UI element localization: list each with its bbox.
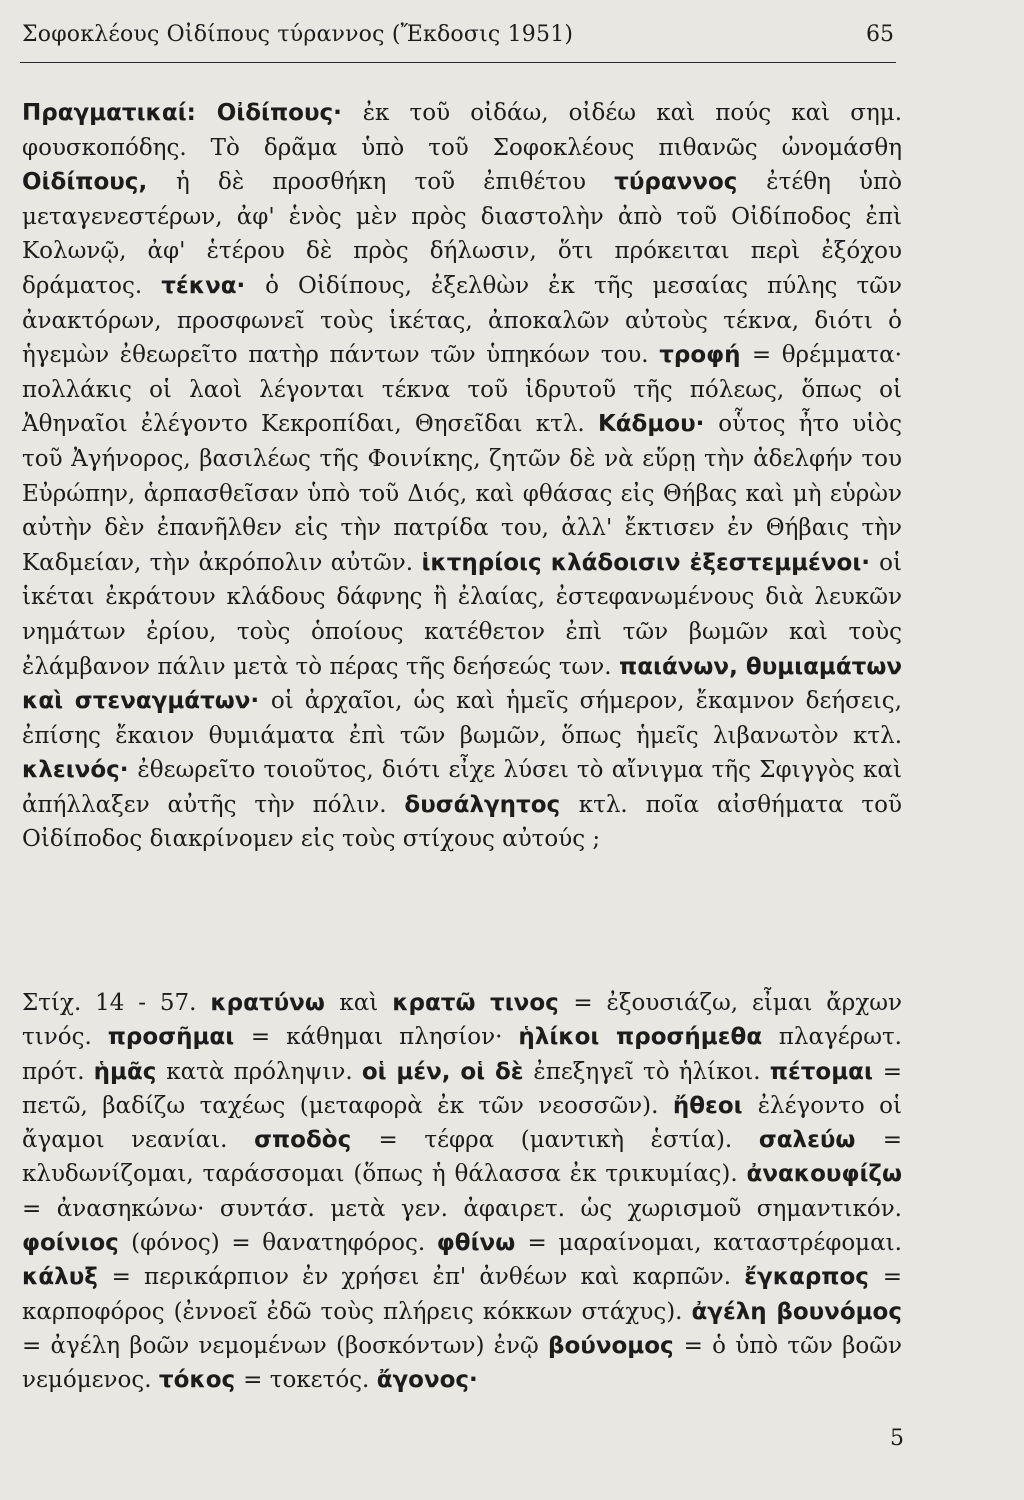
gloss-text: = ἀνασηκώνω· συντάσ. μετὰ γεν. ἀφαιρετ. ὡς χωρισμοῦ σημαντικόν. [22, 1195, 902, 1222]
gloss-text: = ἐξουσιάζω, εἶμαι ἄρχων τινός. [22, 990, 902, 1051]
lemma-term: ἡμᾶς [93, 1058, 167, 1085]
gloss-text: Στίχ. 14 - 57. [22, 990, 211, 1016]
lemma-term: τέκνα· [161, 272, 266, 299]
gloss-text: = πετῶ, βαδίζω ταχέως (μεταφορὰ ἐκ τῶν νεοσσῶν). [22, 1058, 903, 1119]
gloss-text: ὁ Οἰδίπους, ἐξελθὼν ἐκ τῆς μεσαίας πύλης τῶν ἀνακτόρων, προσφωνεῖ τοὺς ἱκέτας, ἀποκαλῶν αὐτοὺς τέκνα, διότι ὁ ἡγεμὼν ἐθεωρεῖτο πατὴρ πάντων τῶν ὑπηκόων του. [22, 272, 902, 369]
gloss-text: ἡ δὲ προσθήκη τοῦ ἐπιθέτου [176, 169, 615, 196]
gloss-text: κτλ. ποῖα αἰσθήματα τοῦ Οἰδίποδος διακρίνομεν εἰς τοὺς στίχους αὐτούς ; [22, 791, 902, 853]
gloss-text: ἐπεξηγεῖ τὸ ἡλίκοι. [533, 1058, 770, 1085]
lemma-term: δυσάλγητος [404, 791, 579, 818]
gloss-text: ἐλέγοντο οἱ ἄγαμοι νεανίαι. [22, 1092, 902, 1154]
header-rule [20, 62, 896, 63]
lemma-term: τύραννος [614, 169, 767, 196]
gloss-text: ἐθεωρεῖτο τοιοῦτος, διότι εἶχε λύσει τὸ αἴνιγμα τῆς Σφιγγὸς καὶ ἀπήλλαξεν αὐτῆς τὴν πόλιν. [22, 757, 902, 818]
lemma-term: φθίνω [436, 1230, 528, 1257]
gloss-text: κατὰ πρόληψιν. [166, 1058, 362, 1085]
lemma-term: ἡλίκοι προσήμεθα [518, 1024, 779, 1051]
lemma-term: κλεινός· [22, 757, 138, 784]
lemma-term: κρατῶ τινος [392, 990, 574, 1016]
lemma-term: ἀνακουφίζω [746, 1161, 902, 1188]
gloss-text: = τοκετός. [243, 1367, 377, 1394]
paragraph-text [22, 986, 902, 1398]
gloss-text: = τέφρα (μαντικὴ ἑστία). [378, 1127, 759, 1154]
lemma-term: προσῆμαι [107, 1024, 251, 1051]
lemma-term: ἄγονος· [376, 1367, 478, 1394]
gloss-text: οἱ ἀρχαῖοι, ὡς καὶ ἡμεῖς σήμερον, ἔκαμνον δεήσεις, ἐπίσης ἔκαιον θυμιάματα ἐπὶ τῶν βωμῶν, ὅπως ἡμεῖς λιβανωτὸν κτλ. [22, 688, 902, 749]
lemma-term: ἀγέλη βουνόμος [691, 1298, 902, 1325]
lemma-term: ἤθεοι [672, 1092, 758, 1119]
paragraph-text [22, 96, 902, 857]
gloss-text: οἱ ἱκέται ἐκράτουν κλάδους δάφνης ἢ ἐλαίας, ἐστεφανωμένους διὰ λευκῶν νημάτων ἐρίου, τοὺς ὁποίους κατέθετον ἐπὶ τῶν βωμῶν καὶ τοὺς ἐλάμβανον πάλιν μετὰ τὸ πέρας τῆς δεήσεώς των. [22, 549, 902, 680]
gloss-text: = κάθημαι πλησίον· [250, 1024, 519, 1051]
commentary-paragraph-2 [22, 986, 902, 1398]
lemma-term: τόκος [158, 1367, 244, 1394]
lemma-term: πέτομαι [769, 1058, 883, 1085]
lemma-term: Οἰδίπους· [216, 100, 363, 126]
lemma-term: κάλυξ [22, 1264, 112, 1291]
lemma-term: σποδὸς [254, 1127, 379, 1154]
lemma-term: ἔγκαρπος [744, 1264, 883, 1291]
gloss-text: καὶ [339, 990, 393, 1016]
gloss-text: = καρποφόρος (ἐννοεῖ ἐδῶ τοὺς πλήρεις κόκκων στάχυς). [22, 1264, 903, 1325]
gloss-text: = ἀγέλη βοῶν νεμομένων (βοσκόντων) ἐνῷ [22, 1332, 549, 1359]
lemma-term: βούνομος [548, 1332, 684, 1359]
gloss-text: πλαγέρωτ. πρότ. [22, 1024, 902, 1085]
gloss-text: ἐτέθη ὑπὸ μεταγενεστέρων, ἀφ' ἑνὸς μὲν πρὸς διαστολὴν ἀπὸ τοῦ Οἰδίποδος ἐπὶ Κολωνῷ, ἀφ' ἑτέρου δὲ πρὸς δήλωσιν, ὅτι πρόκειται περὶ ἐξόχου δράματος. [22, 169, 902, 299]
lemma-term: Κάδμου· [597, 411, 719, 438]
lemma-term: φοίνιος [22, 1230, 132, 1257]
lemma-term: ἱκτηρίοις κλάδοισιν ἐξεστεμμένοι· [421, 549, 880, 576]
gloss-text: οὗτος ἦτο υἱὸς τοῦ Ἀγήνορος, βασιλέως τῆς Φοινίκης, ζητῶν δὲ νὰ εὕρῃ τὴν ἀδελφήν του Εὐρώπην, ἁρπασθεῖσαν ὑπὸ τοῦ Διός, καὶ φθάσας εἰς Θήβας καὶ μὴ εὑρὼν αὐτὴν δὲν ἐπανῆλθεν εἰς τὴν πατρίδα του, ἀλλ' ἔκτισεν ἐν Θήβαις τὴν Καδμείαν, τὴν ἀκρόπολιν αὐτῶν. [22, 411, 902, 576]
gloss-text: = κλυδωνίζομαι, ταράσσομαι (ὅπως ἡ θάλασσα ἐκ τρικυμίας). [22, 1127, 902, 1188]
gloss-text: = ὁ ὑπὸ τῶν βοῶν νεμόμενος. [22, 1332, 902, 1394]
gloss-text: ἐκ τοῦ οἰδάω, οἰδέω καὶ πούς καὶ σημ. φουσκοπόδης. Τὸ δρᾶμα ὑπὸ τοῦ Σοφοκλέους πιθανῶς ὠνομάσθη [22, 100, 903, 161]
running-title: Σοφοκλέους Οἰδίπους τύραννος (Ἔκδοσις 1951) [22, 22, 574, 47]
lemma-term: σαλεύω [758, 1127, 883, 1154]
gloss-text: = θρέμματα· πολλάκις οἱ λαοὶ λέγονται τέκνα τοῦ ἱδρυτοῦ τῆς πόλεως, ὅπως οἱ Ἀθηναῖοι ἐλέγοντο Κεκροπίδαι, Θησεῖδαι κτλ. [22, 342, 902, 438]
signature-mark: 5 [890, 1426, 904, 1451]
lemma-term: Οἰδίπους, [22, 169, 177, 196]
commentary-paragraph-1 [22, 96, 902, 857]
lemma-term: τροφή [659, 342, 752, 369]
gloss-text: (φόνος) = θανατηφόρος. [131, 1230, 437, 1257]
page-number: 65 [866, 22, 894, 47]
lemma-term: οἱ μέν, οἱ δὲ [361, 1058, 534, 1085]
gloss-text: = μαραίνομαι, καταστρέφομαι. [527, 1230, 902, 1257]
lemma-term: παιάνων, θυμιαμάτων καὶ στεναγμάτων· [22, 653, 902, 715]
lemma-term: κρατύνω [210, 990, 340, 1016]
lemma-term: Πραγματικαί: [22, 100, 217, 126]
gloss-text: = περικάρπιον ἐν χρήσει ἐπ' ἀνθέων καὶ καρπῶν. [111, 1264, 745, 1291]
